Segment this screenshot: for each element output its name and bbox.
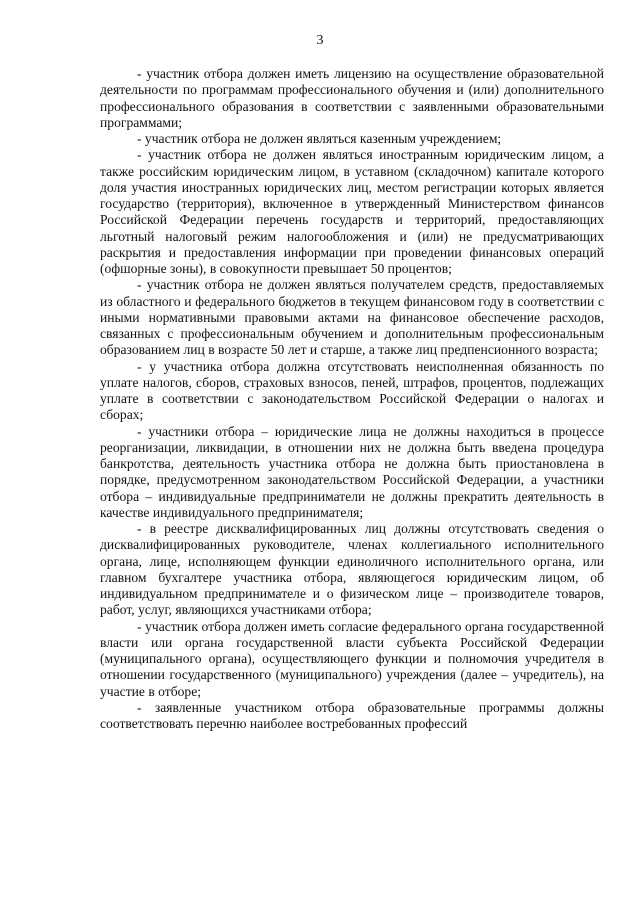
paragraph-no-reorganization: - участники отбора – юридические лица не должны находиться в процессе реорганизации, ликвидации, в отношении них не должна быть введена процедура банкротства, деятельность участника отбора не должна быть приостановлена в порядке, предусмотренном законодательством Российской Федерации, а участники отбора – индивидуальные предприниматели не должны прекратить деятельность в качестве индивидуального предпринимателя; [100,423,604,520]
paragraph-not-foreign-entity: - участник отбора не должен являться иностранным юридическим лицом, а также российским юридическим лицом, в уставном (складочном) капитале которого доля участия иностранных юридических лиц, местом регистрации которых является государство (территория), включенное в утвержденный Министерством финансов Российской Федерации перечень государств и территорий, предоставляющих льготный налоговый режим налогообложения и (или) не предусматривающих раскрытия и предоставления информации при проведении финансовых операций (офшорные зоны), в совокупности превышает 50 процентов; [100,147,604,276]
paragraph-not-budget-recipient: - участник отбора не должен являться получателем средств, предоставляемых из областного и федерального бюджетов в текущем финансовом году в соответствии с иными нормативными правовыми актами на финансовое обеспечение расходов, связанных с профессиональным обучением и дополнительным профессиональным образованием лиц в возрасте 50 лет и старше, а также лиц предпенсионного возраста; [100,277,604,358]
paragraph-no-tax-debt: - у участника отбора должна отсутствовать неисполненная обязанность по уплате налогов, сборов, страховых взносов, пеней, штрафов, процентов, подлежащих уплате в соответствии с законодательством Российской Федерации о налогах и сборах; [100,358,604,423]
paragraph-license-requirement: - участник отбора должен иметь лицензию на осуществление образовательной деятельности по программам профессионального обучения и (или) дополнительного профессионального образования в соответствии с заявленными образовательными программами; [100,66,604,130]
page-number: 3 [316,33,324,48]
paragraph-disqualified-registry: - в реестре дисквалифицированных лиц должны отсутствовать сведения о дисквалифицированных руководителе, членах коллегиального исполнительного органа, лице, исполняющем функции единоличного исполнительного органа, или главном бухгалтере участника отбора, являющегося юридическим лицом, об индивидуальном предпринимателе и о физическом лице – производителе товаров, работ, услуг, являющихся участниками отбора; [100,521,604,618]
paragraph-not-state-institution: - участник отбора не должен являться казенным учреждением; [137,131,502,146]
document-body [100,66,604,732]
paragraph-programs-compliance: - заявленные участником отбора образовательные программы должны соответствовать перечню наиболее востребованных профессий [100,699,604,731]
paragraph-founder-consent: - участник отбора должен иметь согласие федерального органа государственной власти или органа государственной власти субъекта Российской Федерации (муниципального органа), осуществляющего функции и полномочия учредителя в отношении государственного (муниципального) учреждения (далее – учредитель), на участие в отборе; [100,618,604,699]
